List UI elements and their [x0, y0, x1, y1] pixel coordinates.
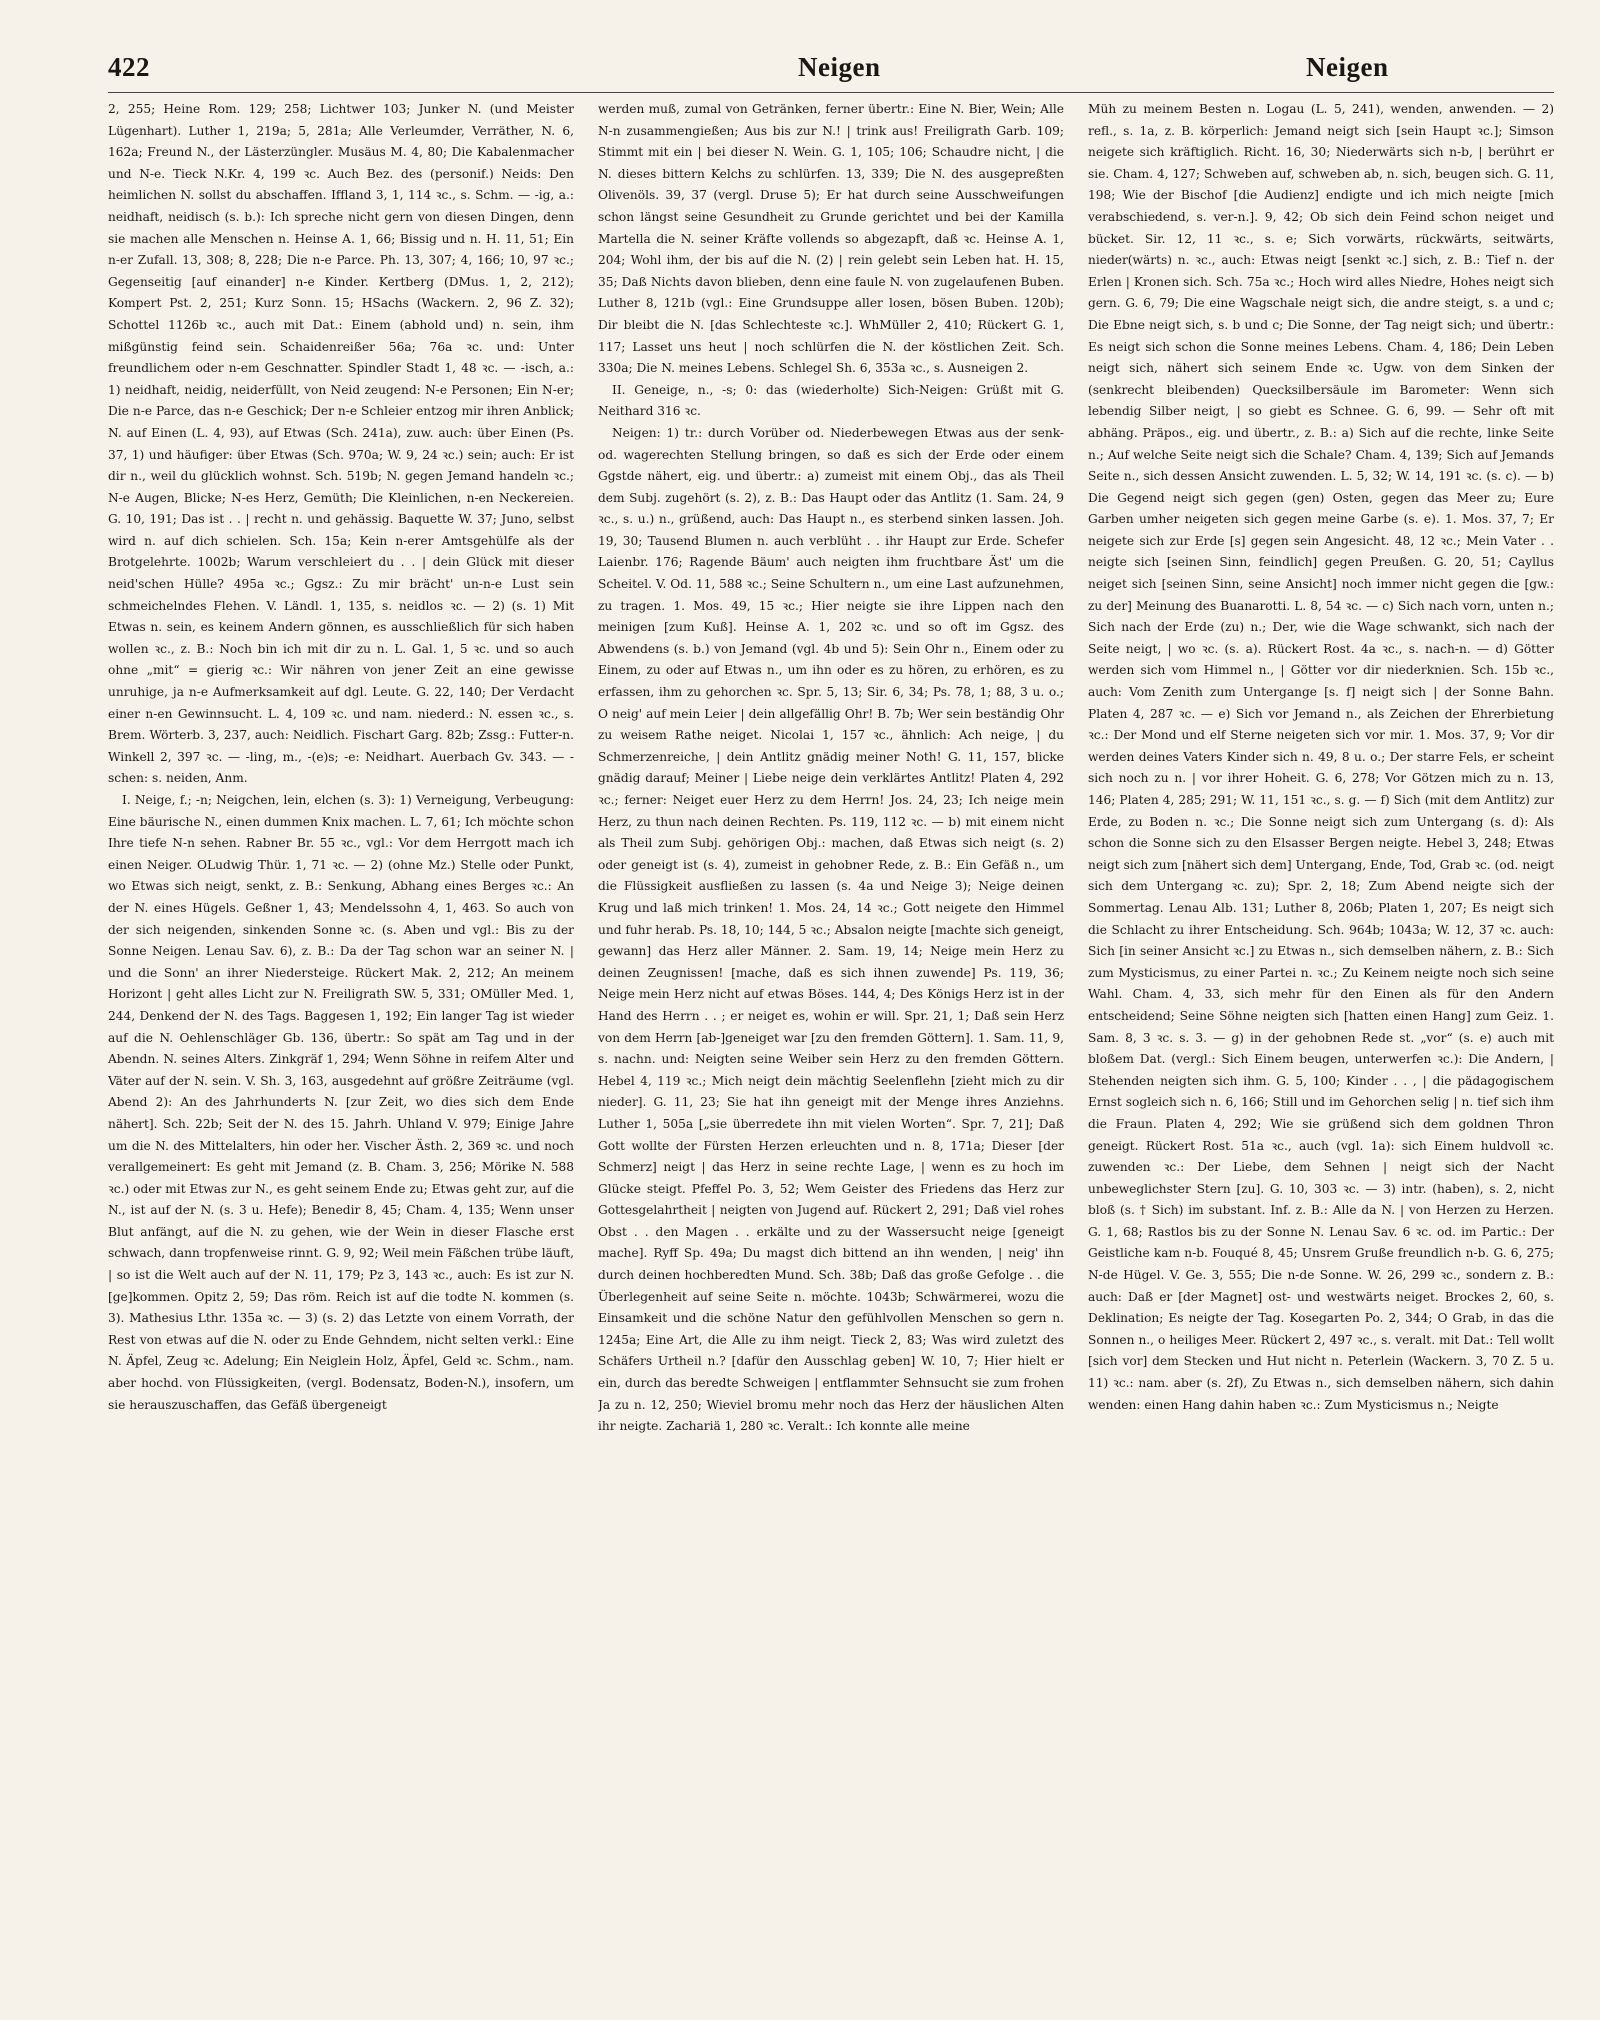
text-columns: [108, 99, 1554, 2004]
running-head-right: Neigen: [1306, 52, 1389, 82]
paragraph: Neigen: 1) tr.: durch Vorüber od. Niederbewegen Etwas aus der senk- od. wagerechten Stellung bringen, so daß es sich der Erde oder einem Ggstde nähert, eig. und übertr.: a) zumeist mit einem Obj., das als Theil dem Subj. zugehört (s. 2), z. B.: Das Haupt oder das Antlitz (1. Sam. 24, 9 ꝛc., s. u.) n., grüßend, auch: Das Haupt n., es sterbend sinken lassen. Joh. 19, 30; Tausend Blumen n. auch verblüht . . ihr Haupt zur Erde. Schefer Laienbr. 176; Ragende Bäum' auch neigten ihm fruchtbare Äst' um die Scheitel. V. Od. 11, 588 ꝛc.; Seine Schultern n., um eine Last aufzunehmen, zu tragen. 1. Mos. 49, 15 ꝛc.; Hier neigte sie ihre Lippen nach den meinigen [zum Kuß]. Heinse A. 1, 202 ꝛc. und so oft im Ggsz. des Abwendens (s. b.) von Jemand (vgl. 4b und 5): Sein Ohr n., Einem oder zu Einem, zu oder auf Etwas n., um ihn oder es zu hören, zu erhören, es zu erfassen, ihm zu gehorchen ꝛc. Spr. 5, 13; Sir. 6, 34; Ps. 78, 1; 88, 3 u. o.; O neig' auf mein Leier | dein allgefällig Ohr! B. 7b; Wer sein beständig Ohr zu weisem Rathe neiget. Nicolai 1, 157 ꝛc., ähnlich: Ach neige, | du Schmerzenreiche, | dein Antlitz gnädig meiner Noth! G. 11, 157, blicke gnädig darauf; Meiner | Liebe neige dein verklärtes Antlitz! Platen 4, 292 ꝛc.; ferner: Neiget euer Herz zu dem Herrn! Jos. 24, 23; Ich neige mein Herz, zu thun nach deinen Rechten. Ps. 119, 112 ꝛc. — b) mit einem nicht als Theil zum Subj. gehörigen Obj.: machen, daß Etwas sich neigt (s. 2) oder geneigt ist (s. 4), zumeist in gehobner Rede, z. B.: Ein Gefäß n., um die Flüssigkeit ausfließen zu lassen (s. 4a und Neige 3); Neige deinen Krug und laß mich trinken! 1. Mos. 24, 14 ꝛc.; Gott neigete den Himmel und fuhr herab. Ps. 18, 10; 144, 5 ꝛc.; Absalon neigte [machte sich geneigt, gewann] das Herz aller Männer. 2. Sam. 19, 14; Neige mein Herz zu deinen Zeugnissen! [mache, daß es sich ihnen zuwende] Ps. 119, 36; Neige mein Herz nicht auf etwas Böses. 144, 4; Des Königs Herz ist in der Hand des Herrn . . ; er neiget es, wohin er will. Spr. 21, 1; Daß sein Herz von dem Herrn [ab-]geneiget war [zu den fremden Göttern]. 1. Sam. 11, 9, s. nachn. und: Neigten seine Weiber sein Herz zu den fremden Göttern. Hebel 4, 119 ꝛc.; Mich neigt dein mächtig Seelenflehn [zieht mich zu dir nieder]. G. 11, 23; Sie hat ihn geneigt mit der Menge ihres Anziehns. Luther 1, 505a [„sie überredete ihn mit vielen Worten“. Spr. 7, 21]; Daß Gott wollte der Fürsten Herzen erleuchten und n. 8, 171a; Dieser [der Schmerz] neigt | das Herz in seine rechte Lage, | wenn es zu hoch im Glücke steigt. Pfeffel Po. 3, 52; Wem Geister des Friedens das Herz zur Gottesgelahrtheit | neigten von Jugend auf. Rückert 2, 291; Daß viel rohes Obst . . den Magen . . erkälte und zu der Wassersucht neige [geneigt mache]. Ryff Sp. 49a; Du magst dich bittend an ihn wenden, | neig' ihn durch deinen hochberedten Mund. Sch. 38b; Daß das große Gefolge . . die Überlegenheit auf seine Seite n. möchte. 1043b; Schwärmerei, wozu die Einsamkeit und die schöne Natur den gefühlvollen Menschen so gern n. 1245a; Eine Art, die Alle zu ihm neigt. Tieck 2, 83; Was wird zuletzt des Schäfers Urtheil n.? [dafür den Ausschlag geben] W. 10, 7; Hier hielt er ein, durch das beredte Schweigen | entflammter Sehnsucht sie zum frohen Ja zu n. 12, 250; Wieviel bromu mehr noch das Herz der häuslichen Alten ihr neigte. Zachariä 1, 280 ꝛc. Veralt.: Ich konnte alle meine: [598, 425, 1064, 1434]
paragraph: Müh zu meinem Besten n. Logau (L. 5, 241), wenden, anwenden. — 2) refl., s. 1a, z. B. körperlich: Jemand neigt sich [sein Haupt ꝛc.]; Simson neigete sich kräftiglich. Richt. 16, 30; Niederwärts sich n-b, | berührt er sie. Cham. 4, 127; Schweben auf, schweben ab, n. sich, beugen sich. G. 11, 198; Wie der Bischof [die Audienz] endigte und ich mich neigte [mich verabschiedend, s. ver-n.]. 9, 42; Ob sich dein Feind schon neiget und bücket. Sir. 12, 11 ꝛc., s. e; Sich vorwärts, rückwärts, seitwärts, nieder(wärts) n. ꝛc., auch: Etwas neigt [senkt ꝛc.] sich, z. B.: Tief n. der Erlen | Kronen sich. Sch. 75a ꝛc.; Hoch wird alles Niedre, Hohes neigt sich gern. G. 6, 79; Die eine Wagschale neigt sich, die andre steigt, s. a und c; Die Ebne neigt sich, s. b und c; Die Sonne, der Tag neigt sich; und übertr.: Es neigt sich schon die Sonne meines Lebens. Cham. 4, 186; Dein Leben neigt sich, nähert sich seinem Ende ꝛc. Ugw. von dem Sinken der (senkrecht bleibenden) Quecksilbersäule im Barometer: Wenn sich lebendig Silber neigt, | so giebt es Schnee. G. 6, 99. — Sehr oft mit abhäng. Präpos., eig. und übertr., z. B.: a) Sich auf die rechte, linke Seite n.; Auf welche Seite neigt sich die Schale? Cham. 4, 139; Sich auf Jemands Seite n., sich dessen Ansicht zuwenden. L. 5, 32; W. 14, 191 ꝛc. (s. c). — b) Die Gegend neigt sich gegen (gen) Osten, gegen das Meer zu; Eure Garben umher neigeten sich gegen meine Garbe (s. e). 1. Mos. 37, 7; Er neigete sich zur Erde [s] gegen sein Angesicht. 48, 12 ꝛc.; Mein Vater . . neigte sich [seinen Sinn, feindlich] gegen Preußen. G. 20, 51; Cayllus neiget sich [seinen Sinn, seine Ansicht] noch immer nicht gegen die [gw.: zu der] Meinung des Buanarotti. L. 8, 54 ꝛc. — c) Sich nach vorn, unten n.; Sich nach der Erde (zu) n.; Der, wie die Wage schwankt, sich nach der Seite neigt, | wo ꝛc. (s. a). Rückert Rost. 4a ꝛc., s. nach-n. — d) Götter werden sich vom Himmel n., | Götter vor dir niederknien. Sch. 15b ꝛc., auch: Vom Zenith zum Untergange [s. f] neigt sich | der Sonne Bahn. Platen 4, 287 ꝛc. — e) Sich vor Jemand n., als Zeichen der Ehrerbietung ꝛc.: Der Mond und elf Sterne neigeten sich vor mir. 1. Mos. 37, 9; Vor dir werden deines Vaters Kinder sich n. 49, 8 u. o.; Der starre Fels, er scheint sich noch zu n. | vor ihrer Hoheit. G. 6, 278; Vor Götzen mich zu n. 13, 146; Platen 4, 285; 291; W. 11, 151 ꝛc., s. g. — f) Sich (mit dem Antlitz) zur Erde, zu Boden n. ꝛc.; Die Sonne neigt sich zum Untergang (s. d): Als schon die Sonne sich zu den Elsasser Bergen neigte. Hebel 3, 248; Etwas neigt sich zum [nähert sich dem] Untergang, Ende, Tod, Grab ꝛc. (od. neigt sich dem Untergang ꝛc. zu); Spr. 2, 18; Zum Abend neigte sich der Sommertag. Lenau Alb. 131; Luther 8, 206b; Platen 1, 207; Es neigt sich die Schlacht zu ihrer Entscheidung. Sch. 964b; 1043a; W. 12, 37 ꝛc. auch: Sich [in seiner Ansicht ꝛc.] zu Etwas n., sich demselben nähern, z. B.: Sich zum Mysticismus, zu einer Partei n. ꝛc.; Zu Keinem neigte noch sich seine Wahl. Cham. 4, 33, sich mehr für den Einen als für den Andern entscheidend; Seine Söhne neigten sich [hatten einen Hang] zum Geiz. 1. Sam. 8, 3 ꝛc. s. 3. — g) in der gehobnen Rede st. „vor“ (s. e) auch mit bloßem Dat. (vergl.: Sich Einem beugen, unterwerfen ꝛc.): Die Andern, | Stehenden neigten sich ihm. G. 5, 100; Kinder . . , | die pädagogischem Ernst sogleich sich n. 6, 166; Still und im Gehorchen selig | n. tief sich ihm die Fraun. Platen 4, 292; Wie sie grüßend sich dem goldnen Thron geneigt. Rückert Rost. 51a ꝛc., auch (vgl. 1a): sich Einem huldvoll ꝛc. zuwenden ꝛc.: Der Liebe, dem Sehnen | neigt sich der Nacht unbeweglichster Stern [zu]. G. 10, 303 ꝛc. — 3) intr. (haben), s. 2, nicht bloß (s. † Sich) im substant. Inf. z. B.: Alle da N. | von Herzen zu Herzen. G. 1, 68; Rastlos bis zu der Sonne N. Lenau Sav. 6 ꝛc. od. im Partic.: Der Geistliche kam n-b. Fouqué 8, 45; Unsrem Gruße freundlich n-b. G. 6, 275; N-de Hügel. V. Ge. 3, 555; Die n-de Sonne. W. 26, 299 ꝛc., sondern z. B.: auch: Daß er [der Magnet] ost- und westwärts neiget. Brockes 2, 60, s. Deklination; Es neigte der Tag. Kosegarten Po. 2, 344; O Grab, in das die Sonnen n., o heiliges Meer. Rückert 2, 497 ꝛc., s. veralt. mit Dat.: Tell wollt [sich vor] dem Stecken und Hut nicht n. Peterlein (Wackern. 3, 70 Z. 5 u. 11) ꝛc.: nam. aber (s. 2f), Zu Etwas n., sich demselben nähern, sich dahin wenden: einen Hang dahin haben ꝛc.: Zum Mysticismus n.; Neigte: [1088, 102, 1554, 1412]
column-center: [598, 99, 1064, 2004]
column-left: [108, 99, 574, 2004]
running-head-center: Neigen: [798, 52, 881, 82]
column-right: [1088, 99, 1554, 2004]
paragraph: I. Neige, f.; -n; Neigchen, lein, elchen (s. 3): 1) Verneigung, Verbeugung: Eine bäurische N., einen dummen Knix machen. L. 7, 61; Ich möchte schon Ihre tiefe N-n sehen. Rabner Br. 55 ꝛc., vgl.: Vor dem Herrgott mach ich einen Neiger. OLudwig Thür. 1, 71 ꝛc. — 2) (ohne Mz.) Stelle oder Punkt, wo Etwas sich neigt, senkt, z. B.: Senkung, Abhang eines Berges ꝛc.: An der N. eines Hügels. Geßner 1, 43; Mendelssohn 4, 1, 463. So auch von der sich neigenden, sinkenden Sonne ꝛc. (s. Aben und vgl.: Bis zu der Sonne Neigen. Lenau Sav. 6), z. B.: Da der Tag schon war an seiner N. | und die Sonn' an ihrer Niedersteige. Rückert Mak. 2, 212; An meinem Horizont | geht alles Licht zur N. Freiligrath SW. 5, 331; OMüller Med. 1, 244, Denkend der N. des Tags. Baggesen 1, 192; Ein langer Tag ist wieder auf die N. Oehlenschläger Gb. 136, übertr.: So spät am Tag und in der Abendn. N. seines Alters. Zinkgräf 1, 294; Wenn Söhne in reifem Alter und Väter auf der N. sein. V. Sh. 3, 163, ausgedehnt auf größre Zeiträume (vgl. Abend 2): An des Jahrhunderts N. [zur Zeit, wo dies sich dem Ende nähert]. Sch. 22b; Seit der N. des 15. Jahrh. Uhland V. 979; Einige Jahre um die N. des Mittelalters, hin oder her. Vischer Ästh. 2, 369 ꝛc. und noch verallgemeinert: Es geht mit Jemand (z. B. Cham. 3, 256; Mörike N. 588 ꝛc.) oder mit Etwas zur N., es geht seinem Ende zu; Etwas geht zur, auf die N., ist auf der N. (s. 3 u. Hefe); Benedir 8, 45; Cham. 4, 135; Wenn unser Blut anfängt, auf die N. zu gehen, wie der Wein in dieser Flasche erst schwach, dann tropfenweise rinnt. G. 9, 92; Weil mein Fäßchen trübe läuft, | so ist die Welt auch auf der N. 11, 179; Pz 3, 143 ꝛc., auch: Es ist zur N. [ge]kommen. Opitz 2, 59; Das röm. Reich ist auf die todte N. kommen (s. 3). Mathesius Lthr. 135a ꝛc. — 3) (s. 2) das Letzte von einem Vorrath, der Rest von etwas auf die N. oder zu Ende Gehndem, nicht selten verkl.: Eine N. Äpfel, Zeug ꝛc. Adelung; Ein Neiglein Holz, Äpfel, Geld ꝛc. Schm., nam. aber hochd. von Flüssigkeiten, (vergl. Bodensatz, Boden-N.), insofern, um sie herauszuschaffen, das Gefäß übergeneigt: [108, 793, 574, 1412]
page-number: 422: [108, 52, 150, 82]
paragraph: werden muß, zumal von Getränken, ferner übertr.: Eine N. Bier, Wein; Alle N-n zusammengießen; Aus bis zur N.! | trink aus! Freiligrath Garb. 109; Stimmt mit ein | bei dieser N. Wein. G. 1, 105; 106; Schaudre nicht, | die N. dieses bittern Kelchs zu schlürfen. 13, 339; Die N. des ausgepreßten Olivenöls. 39, 37 (vergl. Druse 5); Er hat durch seine Ausschweifungen schon längst seine Gesundheit zu Grunde gerichtet und bei der Kamilla Martella die N. seiner Kräfte vollends so abgezapft, daß ꝛc. Heinse A. 1, 204; Wohl ihm, der bis auf die N. (2) | rein gelebt sein Leben hat. H. 15, 35; Daß Nichts davon blieben, denn eine faule N. von zugelaufenen Buben. Luther 8, 121b (vgl.: Eine Grundsuppe aller losen, bösen Buben. 120b); Dir bleibt die N. [das Schlechteste ꝛc.]. WhMüller 2, 410; Rückert G. 1, 117; Lasset uns heut | noch schlürfen die N. der köstlichen Zeit. Sch. 330a; Die N. meines Lebens. Schlegel Sh. 6, 353a ꝛc., s. Ausneigen 2.: [598, 102, 1064, 376]
paragraph: 2, 255; Heine Rom. 129; 258; Lichtwer 103; Junker N. (und Meister Lügenhart). Luther 1, 219a; 5, 281a; Alle Verleumder, Verräther, N. 6, 162a; Freund N., der Lästerzüngler. Musäus M. 4, 80; Die Kabalenmacher und N-e. Tieck N.Kr. 4, 199 ꝛc. Auch Bez. des (personif.) Neids: Den heimlichen N. sollst du abschaffen. Iffland 3, 1, 114 ꝛc., s. Schm. — -ig, a.: neidhaft, neidisch (s. b.): Ich spreche nicht gern von diesen Dingen, denn sie machen alle Menschen n. Heinse A. 1, 66; Bissig und n. H. 11, 51; Ein n-er Zufall. 13, 308; 8, 228; Die n-e Parce. Ph. 13, 307; 4, 166; 10, 97 ꝛc.; Gegenseitig [auf einander] n-e Kinder. Kertberg (DMus. 1, 2, 212); Kompert Pst. 2, 251; Kurz Sonn. 15; HSachs (Wackern. 2, 96 Z. 32); Schottel 1126b ꝛc., auch mit Dat.: Einem (abhold und) n. sein, ihm mißgünstig feind sein. Schaidenreißer 56a; 76a ꝛc. und: Unter freundlichem oder n-em Geschnatter. Spindler Stadt 1, 48 ꝛc. — -isch, a.: 1) neidhaft, neidig, neiderfüllt, von Neid zeugend: N-e Personen; Ein N-er; Die n-e Parce, das n-e Geschick; Der n-e Schleier entzog mir ihren Anblick; N. auf Einen (L. 4, 93), auf Etwas (Sch. 241a), zuw. auch: über Einen (Ps. 37, 1) und häufiger: über Etwas (Sch. 970a; W. 9, 24 ꝛc.) sein; auch: Er ist dir n., weil du glücklich wohnst. Sch. 519b; N. gegen Jemand handeln ꝛc.; N-e Augen, Blicke; N-es Herz, Gemüth; Die Kleinlichen, n-en Neckereien. G. 10, 191; Das ist . . | recht n. und gehässig. Baquette W. 37; Juno, selbst wird n. auf dich schielen. Sch. 15a; Kein n-erer Amtsgehülfe als der Brotgelehrte. 1002b; Warum verschleiert du . . | dein Glück mit dieser neid'schen Hülle? 495a ꝛc.; Ggsz.: Zu mir brächt' un-n-e Lust sein schmeichelndes Flehen. V. Ländl. 1, 135, s. neidlos ꝛc. — 2) (s. 1) Mit Etwas n. sein, es keinem Andern gönnen, es ausschließlich für sich haben wollen ꝛc., z. B.: Noch bin ich mit dir zu n. L. Gal. 1, 5 ꝛc. und so auch ohne „mit“ = gierig ꝛc.: Wir nähren von jener Zeit an eine gewisse unruhige, ja n-e Aufmerksamkeit auf dgl. Leute. G. 22, 140; Der Verdacht einer n-en Gewinnsucht. L. 4, 109 ꝛc. und nam. niederd.: N. essen ꝛc., s. Brem. Wörterb. 3, 237, auch: Neidlich. Fischart Garg. 82b; Zssg.: Futter-n. Winkell 2, 397 ꝛc. — -ling, m., -(e)s; -e: Neidhart. Auerbach Gv. 343. — -schen: s. neiden, Anm.: [108, 102, 574, 786]
paragraph: II. Geneige, n., -s; 0: das (wiederholte) Sich-Neigen: Grüßt mit G. Neithard 316 ꝛc.: [598, 382, 1064, 419]
page-header: [108, 52, 1554, 92]
header-rule: [108, 92, 1554, 93]
